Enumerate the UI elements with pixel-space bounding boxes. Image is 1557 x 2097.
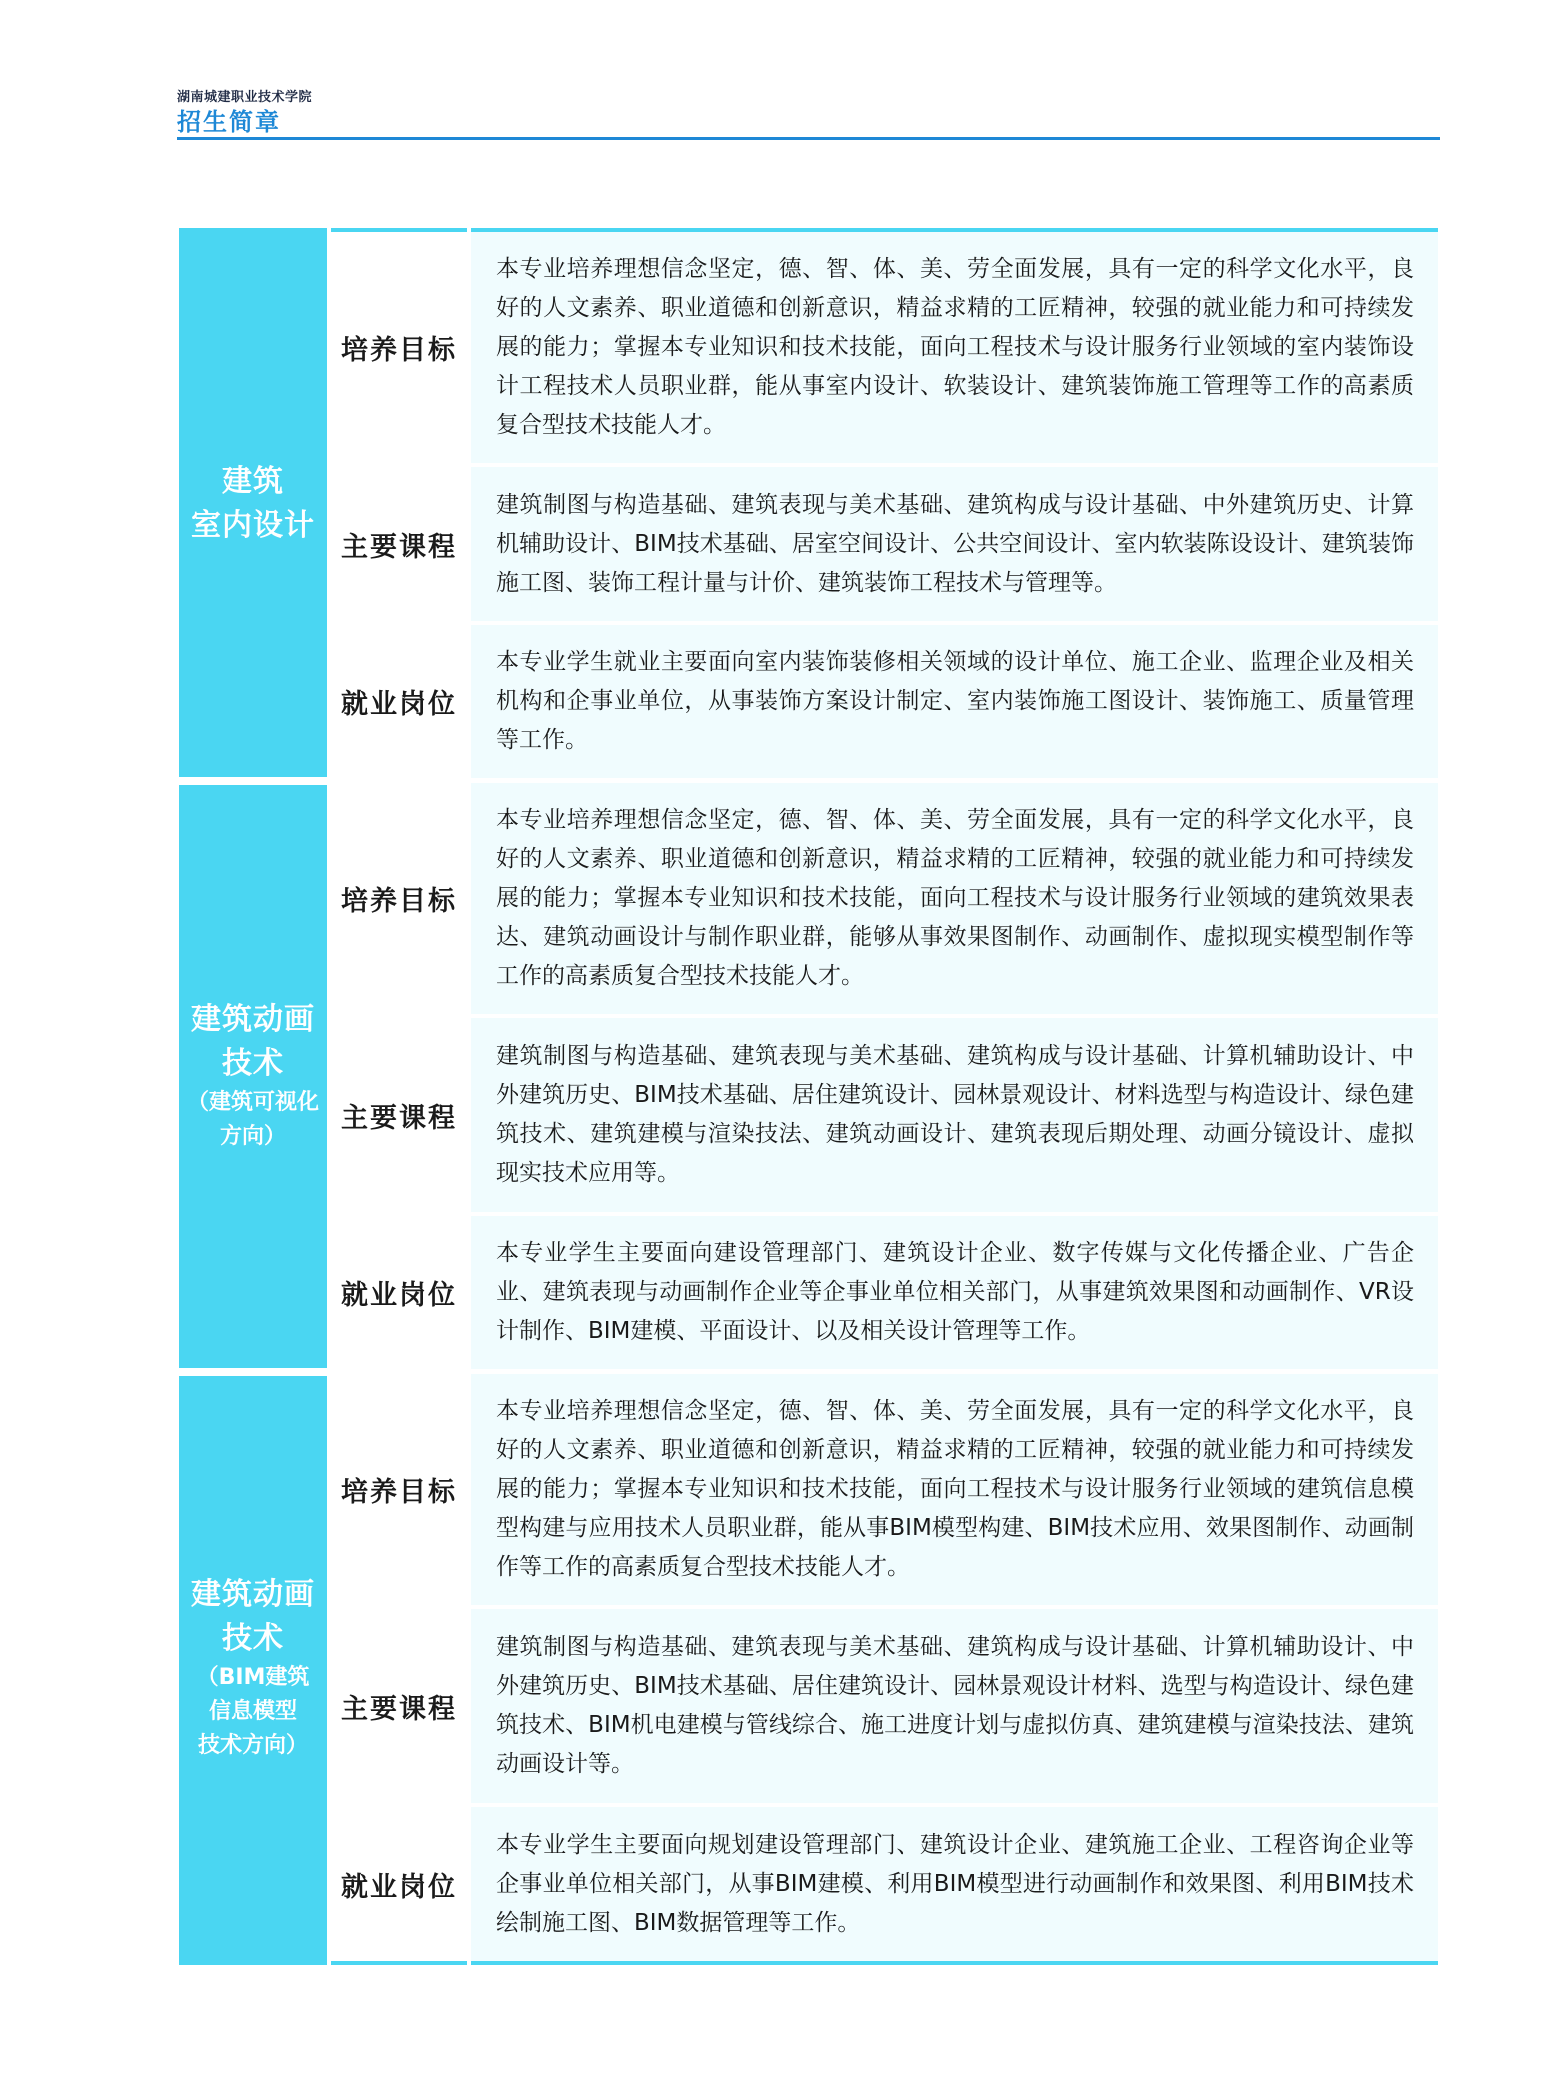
school-name: 湖南城建职业技术学院 [177,90,313,105]
table-row [179,1805,1438,1963]
category-label: 主要课程 [329,465,469,623]
category-text: 本专业培养理想信念坚定，德、智、体、美、劳全面发展，具有一定的科学文化水平，良好的人文素养、职业道德和创新意识，精益求精的工匠精神，较强的就业能力和可持续发展的能力；掌握本专业知识和技术技能，面向工程技术与设计服务行业领域的室内装饰设计工程技术人员职业群，能从事室内设计、软装设计、建筑装饰施工管理等工作的高素质复合型技术技能人才。 [469,230,1438,465]
category-text: 本专业培养理想信念坚定，德、智、体、美、劳全面发展，具有一定的科学文化水平，良好的人文素养、职业道德和创新意识，精益求精的工匠精神，较强的就业能力和可持续发展的能力；掌握本专业知识和技术技能，面向工程技术与设计服务行业领域的建筑信息模型构建与应用技术人员职业群，能从事BIM模型构建、BIM技术应用、效果图制作、动画制作等工作的高素质复合型技术技能人才。 [469,1372,1438,1608]
category-label: 主要课程 [329,1016,469,1214]
category-text: 本专业学生就业主要面向室内装饰装修相关领域的设计单位、施工企业、监理企业及相关机构和企事业单位，从事装饰方案设计制定、室内装饰施工图设计、装饰施工、质量管理等工作。 [469,623,1438,781]
major-name: 建筑 室内设计 [191,464,315,544]
major-cell [179,1372,329,1964]
major-cell [179,230,329,781]
category-text: 建筑制图与构造基础、建筑表现与美术基础、建筑构成与设计基础、中外建筑历史、计算机辅助设计、BIM技术基础、居室空间设计、公共空间设计、室内软装陈设设计、建筑装饰施工图、装饰工程计量与计价、建筑装饰工程技术与管理等。 [469,465,1438,623]
major-cell [179,781,329,1372]
major-direction: （建筑可视化 方向） [186,1090,319,1149]
category-label: 培养目标 [329,230,469,465]
major-name: 建筑动画 技术 [191,1577,315,1657]
category-text: 本专业学生主要面向规划建设管理部门、建筑设计企业、建筑施工企业、工程咨询企业等企事业单位相关部门，从事BIM建模、利用BIM模型进行动画制作和效果图、利用BIM技术绘制施工图、BIM数据管理等工作。 [469,1805,1438,1963]
category-label: 培养目标 [329,1372,469,1608]
table-row [179,465,1438,623]
category-text: 本专业培养理想信念坚定，德、智、体、美、劳全面发展，具有一定的科学文化水平，良好的人文素养、职业道德和创新意识，精益求精的工匠精神，较强的就业能力和可持续发展的能力；掌握本专业知识和技术技能，面向工程技术与设计服务行业领域的建筑效果表达、建筑动画设计与制作职业群，能够从事效果图制作、动画制作、虚拟现实模型制作等工作的高素质复合型技术技能人才。 [469,781,1438,1017]
category-label: 培养目标 [329,781,469,1017]
table-row [179,623,1438,781]
table-row [179,1214,1438,1372]
category-text: 建筑制图与构造基础、建筑表现与美术基础、建筑构成与设计基础、计算机辅助设计、中外建筑历史、BIM技术基础、居住建筑设计、园林景观设计材料、选型与构造设计、绿色建筑技术、BIM机电建模与管线综合、施工进度计划与虚拟仿真、建筑建模与渲染技法、建筑动画设计等。 [469,1607,1438,1805]
table-row [179,1607,1438,1805]
category-text: 建筑制图与构造基础、建筑表现与美术基础、建筑构成与设计基础、计算机辅助设计、中外建筑历史、BIM技术基础、居住建筑设计、园林景观设计、材料选型与构造设计、绿色建筑技术、建筑建模与渲染技法、建筑动画设计、建筑表现后期处理、动画分镜设计、虚拟现实技术应用等。 [469,1016,1438,1214]
brochure-title: 招生简章 [177,108,281,136]
major-direction: （BIM建筑 信息模型 技术方向） [196,1665,310,1759]
major-name: 建筑动画 技术 [191,1002,315,1081]
category-label: 就业岗位 [329,1805,469,1963]
table-row [179,1372,1438,1608]
table-row [179,781,1438,1017]
category-label: 就业岗位 [329,1214,469,1372]
category-label: 就业岗位 [329,623,469,781]
header-divider [177,137,1440,140]
table-row [179,1016,1438,1214]
table-row [179,230,1438,465]
page-header [177,90,1440,136]
category-text: 本专业学生主要面向建设管理部门、建筑设计企业、数字传媒与文化传播企业、广告企业、建筑表现与动画制作企业等企事业单位相关部门，从事建筑效果图和动画制作、VR设计制作、BIM建模、平面设计、以及相关设计管理等工作。 [469,1214,1438,1372]
majors-table [179,228,1438,1965]
category-label: 主要课程 [329,1607,469,1805]
